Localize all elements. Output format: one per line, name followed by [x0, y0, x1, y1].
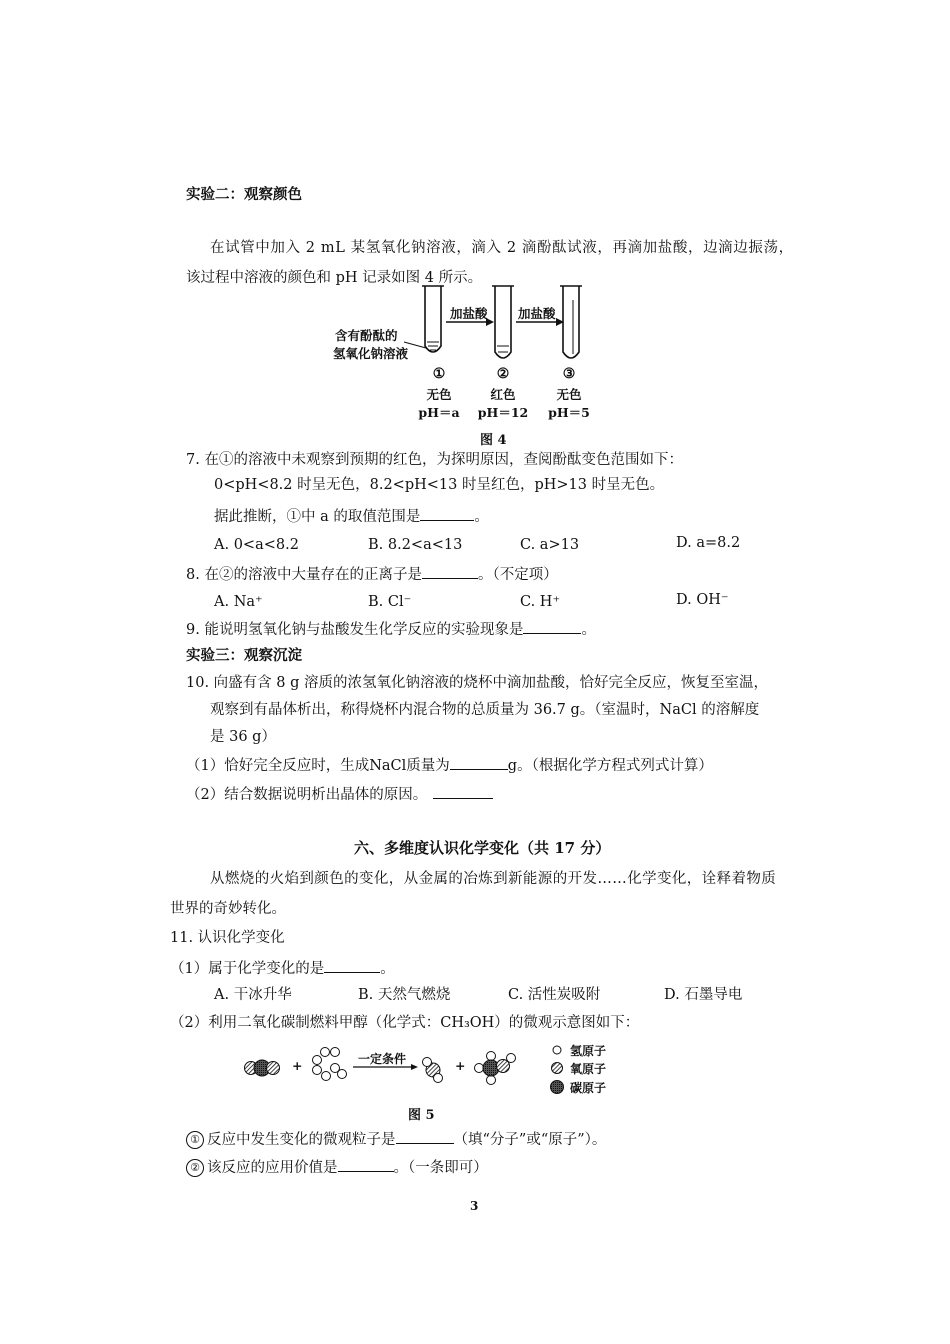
- q9: [186, 619, 596, 640]
- legend-oxygen: 氧原子: [570, 1062, 607, 1076]
- q8-option-d: D. OH⁻: [676, 592, 729, 608]
- circle-number-1: ①: [186, 1131, 204, 1149]
- q11-c1-text: 反应中发生变化的微观粒子是: [207, 1132, 396, 1148]
- q7-answer-blank[interactable]: [420, 506, 474, 521]
- q10-sub-2: [186, 784, 493, 805]
- test-tube-3: [560, 286, 582, 358]
- legend-carbon-icon: [551, 1081, 564, 1094]
- q7-option-c: C. a>13: [520, 537, 580, 553]
- tube-1-ph: pH＝a: [418, 405, 460, 420]
- h2o-molecule: [423, 1058, 443, 1083]
- section-6-title: 六、多维度认识化学变化（共 17 分）: [354, 839, 611, 857]
- q11-c1-end: （填“分子”或“原子”）。: [453, 1132, 607, 1148]
- q8-stem-text: 8. 在②的溶液中大量存在的正离子是: [186, 567, 422, 583]
- q11-sub-2-c1: [186, 1129, 606, 1150]
- fig5-plus-2: +: [455, 1058, 466, 1073]
- h2-molecules: [313, 1048, 347, 1081]
- tube-1-number: ①: [432, 366, 446, 382]
- test-tube-2: [492, 286, 514, 358]
- legend-hydrogen: 氢原子: [570, 1044, 607, 1058]
- tube-3-number: ③: [562, 366, 576, 382]
- q10-sub-2-blank[interactable]: [433, 784, 493, 799]
- legend-hydrogen-icon: [553, 1046, 561, 1054]
- q11-option-c: C. 活性炭吸附: [508, 987, 601, 1003]
- exp2-text-1: 在试管中加入 2 mL 某氢氧化钠溶液，滴入 2 滴酚酞试液，再滴加盐酸，边滴边振荡，: [210, 240, 794, 256]
- section-6-intro-1: 从燃烧的火焰到颜色的变化，从金属的冶炼到新能源的开发……化学变化，诠释着物质: [210, 871, 777, 887]
- q8-stem-end: 。（不定项）: [477, 567, 558, 583]
- q7-stem: 7. 在①的溶液中未观察到预期的红色，为探明原因，查阅酚酞变色范围如下：: [186, 452, 683, 468]
- q11-sub-1-text: （1）属于化学变化的是: [170, 961, 325, 977]
- q11-sub-2-c2: [186, 1157, 488, 1178]
- q8-stem: [186, 564, 558, 585]
- co2-molecule: [245, 1060, 280, 1076]
- methanol-molecule: [475, 1052, 516, 1085]
- q10-sub-1-end: g。（根据化学方程式列式计算）: [507, 758, 713, 774]
- section-6-intro-2: 世界的奇妙转化。: [170, 901, 286, 917]
- q8-option-a: A. Na⁺: [214, 594, 263, 610]
- tube-3-color: 无色: [556, 387, 582, 402]
- fig5-caption: 图 5: [408, 1108, 435, 1123]
- q11-option-a: A. 干冰升华: [214, 987, 292, 1003]
- q10-sub-1: [186, 755, 713, 776]
- q9-text: 9. 能说明氢氧化钠与盐酸发生化学反应的实验现象是: [186, 622, 524, 638]
- fig4-side-label-1: 含有酚酞的: [335, 328, 398, 343]
- q8-option-b: B. Cl⁻: [368, 594, 412, 610]
- tube-1-color: 无色: [426, 387, 452, 402]
- q11-sub-1: [170, 958, 395, 979]
- tube-2-number: ②: [496, 366, 510, 382]
- q11-c1-blank[interactable]: [396, 1129, 454, 1144]
- tube-2-color: 红色: [490, 387, 516, 402]
- fig4-caption: 图 4: [480, 433, 507, 448]
- fig4-side-label-2: 氢氧化钠溶液: [333, 346, 409, 361]
- fig5-condition: 一定条件: [358, 1052, 407, 1066]
- q7-option-a: A. 0<a<8.2: [214, 537, 299, 553]
- q7-option-d: D. a=8.2: [676, 535, 741, 551]
- q7-ask-end: 。: [474, 509, 489, 525]
- legend-carbon: 碳原子: [570, 1081, 607, 1095]
- q11-title: 11. 认识化学变化: [170, 930, 285, 946]
- q11-option-b: B. 天然气燃烧: [358, 987, 451, 1003]
- circle-number-2: ②: [186, 1159, 204, 1177]
- q10-sub-1-blank[interactable]: [450, 755, 508, 770]
- exp3-title: 实验三：观察沉淀: [186, 647, 302, 664]
- q11-sub-2: （2）利用二氧化碳制燃料甲醇（化学式：CH₃OH）的微观示意图如下：: [170, 1015, 640, 1031]
- q10-line-1: 10. 向盛有含 8 g 溶质的浓氢氧化钠溶液的烧杯中滴加盐酸，恰好完全反应，恢复至室温，: [186, 675, 769, 691]
- q11-c2-text: 该反应的应用价值是: [207, 1160, 338, 1176]
- q11-sub-1-blank[interactable]: [324, 958, 380, 973]
- q7-option-b: B. 8.2<a<13: [368, 537, 463, 553]
- fig4-arrow-2-label: 加盐酸: [518, 306, 556, 321]
- tube-2-ph: pH＝12: [477, 405, 529, 420]
- q8-answer-blank[interactable]: [422, 564, 478, 579]
- q10-sub-1-text: （1）恰好完全反应时，生成NaCl质量为: [186, 758, 450, 774]
- q10-sub-2-text: （2）结合数据说明析出晶体的原因。: [186, 787, 428, 803]
- fig5-plus-1: +: [292, 1058, 303, 1073]
- q11-c2-blank[interactable]: [338, 1157, 394, 1172]
- fig4-arrow-1-label: 加盐酸: [450, 306, 488, 321]
- q7-ask-text: 据此推断，①中 a 的取值范围是: [214, 509, 421, 525]
- q7-ask: [214, 506, 489, 527]
- page-number: 3: [470, 1199, 479, 1213]
- q10-line-2: 观察到有晶体析出，称得烧杯内混合物的总质量为 36.7 g。（室温时，NaCl 的溶解度: [210, 702, 760, 718]
- exp2-text-2: 该过程中溶液的颜色和 pH 记录如图 4 所示。: [186, 270, 483, 286]
- exp2-title: 实验二：观察颜色: [186, 186, 302, 203]
- q8-option-c: C. H⁺: [520, 594, 561, 610]
- q9-end: 。: [581, 622, 596, 638]
- q7-range: 0<pH<8.2 时呈无色，8.2<pH<13 时呈红色，pH>13 时呈无色。: [214, 477, 665, 493]
- test-tube-1: [422, 286, 444, 352]
- tube-3-ph: pH＝5: [548, 405, 590, 420]
- q9-answer-blank[interactable]: [523, 619, 581, 634]
- q11-sub-1-end: 。: [380, 961, 395, 977]
- legend-oxygen-icon: [552, 1063, 563, 1074]
- q11-option-d: D. 石墨导电: [664, 987, 743, 1003]
- q11-c2-end: 。（一条即可）: [393, 1160, 488, 1176]
- q10-line-3: 是 36 g）: [210, 729, 276, 745]
